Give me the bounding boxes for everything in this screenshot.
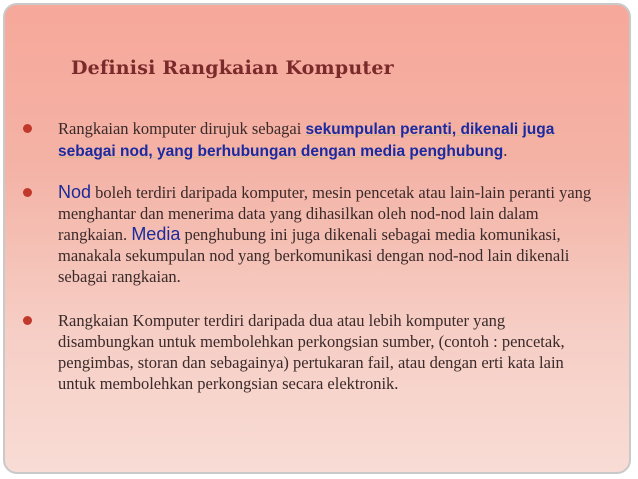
slide [3,3,631,474]
term-media: Media [131,224,181,244]
bullet-item [23,182,605,287]
bullet-list [23,118,605,414]
bullet-text: . [503,141,508,160]
bullet-dot-icon [23,316,32,325]
term-nod: Nod [58,182,92,202]
bullet-item [23,310,605,394]
bullet-text: Rangkaian Komputer terdiri daripada dua atau lebih komputer yang disambungkan untuk membolehkan perkongsian sumber, (contoh : pencetak, pengimbas, storan dan sebagainya) pertukaran fail, atau dengan erti kata lain untuk membolehkan perkongsian secara elektronik. [58,311,565,393]
slide-title: Definisi Rangkaian Komputer [71,57,394,79]
bullet-text: penghubung ini juga dikenali sebagai media komunikasi, manakala sekumpulan nod yang berkomunikasi dengan nod-nod lain dikenali sebagai rangkaian. [58,225,570,286]
bullet-item [23,118,605,162]
highlighted-phrase: sekumpulan peranti, dikenali juga sebagai nod, yang berhubungan dengan media penghubung [58,121,555,160]
bullet-dot-icon [23,188,32,197]
bullet-text: boleh terdiri daripada komputer, mesin pencetak atau lain-lain peranti yang menghantar dan menerima data yang dihasilkan oleh nod-nod lain dalam rangkaian. [58,183,592,244]
bullet-dot-icon [23,124,32,133]
bullet-text: Rangkaian komputer dirujuk sebagai [58,119,306,138]
